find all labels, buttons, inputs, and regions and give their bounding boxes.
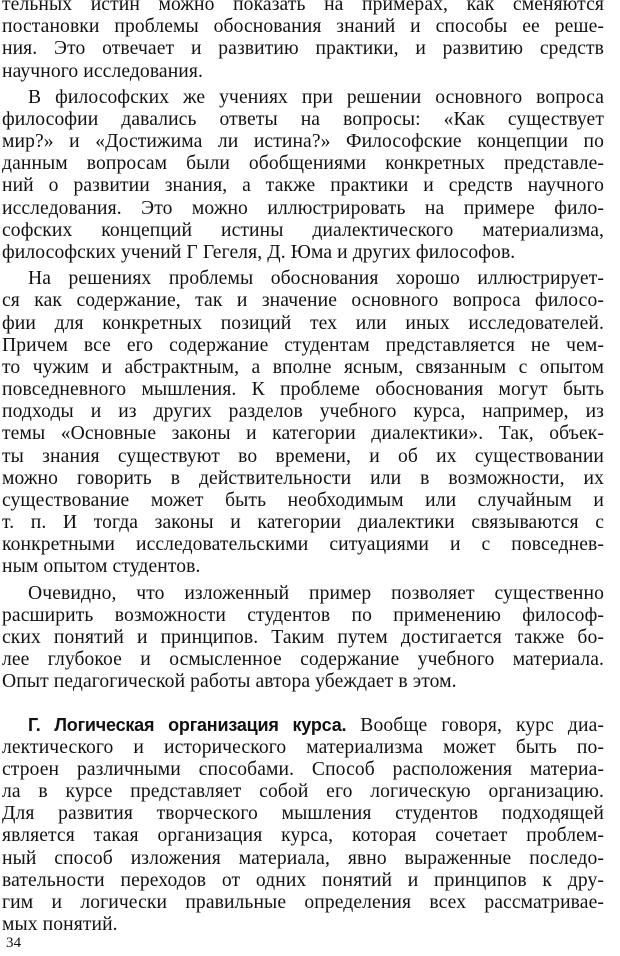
text-line: постановки проблемы обоснования знаний и способы ее реше- — [2, 16, 604, 38]
text-line: Для развития творческого мышления студентов подходящей — [2, 803, 604, 825]
text-line: мир?» и «Достижима ли истина?» Философские концепции по — [2, 131, 604, 153]
text-line: конкретными исследовательскими ситуациями и с повседнев- — [2, 534, 604, 556]
text-line: Причем все его содержание студентам представляется не чем- — [2, 334, 604, 356]
text-line: вательности переходов от одних понятий и принципов к дру- — [2, 869, 604, 891]
text-line: повседневного мышления. К проблеме обоснования могут быть — [2, 379, 604, 400]
text-line: фии для конкретных позиций тех или иных исследователей. — [2, 312, 604, 334]
text-line: лектического и исторического материализма может быть по- — [2, 736, 604, 758]
text-line: Опыт педагогической работы автора убеждает в этом. — [2, 671, 457, 693]
text-line: ла в курсе представляет собой его логическую организацию. — [2, 780, 604, 802]
text-line: научного исследования. — [2, 60, 203, 82]
text-line: гим и логически правильные определения всех рассматривае- — [2, 891, 604, 913]
text-line: т. п. И тогда законы и категории диалектики связываются с — [2, 512, 604, 533]
text-line: На решениях проблемы обоснования хорошо иллюстрирует- — [28, 268, 604, 290]
text-line: существование может быть необходимым или случайным и — [2, 489, 604, 511]
text-line: философских учений Г Гегеля, Д. Юма и других философов. — [2, 241, 516, 263]
text-line: мых понятий. — [2, 914, 118, 935]
text-line: ный способ изложения материала, явно выраженные последо- — [2, 847, 604, 869]
text-line: ся как содержание, так и значение основного вопроса филосо- — [2, 290, 604, 312]
page-number: 34 — [6, 935, 22, 951]
text-line: можно говорить в действительности или в возможности, их — [2, 467, 604, 489]
text-line: лее глубокое и осмысленное содержание учебного материала. — [2, 649, 604, 671]
text-line: софских концепций истины диалектического материализма, — [2, 219, 604, 241]
text-line: строен различными способами. Способ расположения материа- — [2, 758, 604, 780]
section-first-line-text: Вообще говоря, курс диа- — [346, 715, 604, 737]
text-line: темы «Основные законы и категории диалектики». Так, объек- — [2, 423, 604, 445]
text-line: ния. Это отвечает и развитию практики, и развитию средств — [2, 38, 604, 60]
section-first-line — [28, 714, 604, 736]
text-line: ских понятий и принципов. Таким путем достигается также бо- — [2, 626, 604, 648]
text-line: исследования. Это можно иллюстрировать на примере фило- — [2, 197, 604, 219]
text-line: данным вопросам были обобщениями конкретных представле- — [2, 153, 604, 175]
text-line: ний о развитии знания, а также практики и средств научного — [2, 175, 604, 197]
text-line: ты знания существуют во времени, и об их существовании — [2, 445, 604, 467]
text-line: тельных истин можно показать на примерах, как сменяются — [2, 0, 604, 15]
text-line: подходы и из других разделов учебного курса, например, из — [2, 401, 604, 423]
text-line: В философских же учениях при решении основного вопроса — [28, 86, 604, 108]
text-line: является такая организация курса, которая сочетает проблем- — [2, 825, 604, 847]
text-line: расширить возможности студентов по применению философ- — [2, 604, 604, 626]
text-line: философии давались ответы на вопросы: «Как существует — [2, 108, 604, 130]
section-heading: Г. Логическая организация курса. — [28, 715, 347, 736]
text-line: ным опытом студентов. — [2, 556, 201, 578]
text-line: Очевидно, что изложенный пример позволяет существенно — [28, 582, 604, 604]
text-line: то чужим и абстрактным, а вполне ясным, связанным с опытом — [2, 356, 604, 378]
